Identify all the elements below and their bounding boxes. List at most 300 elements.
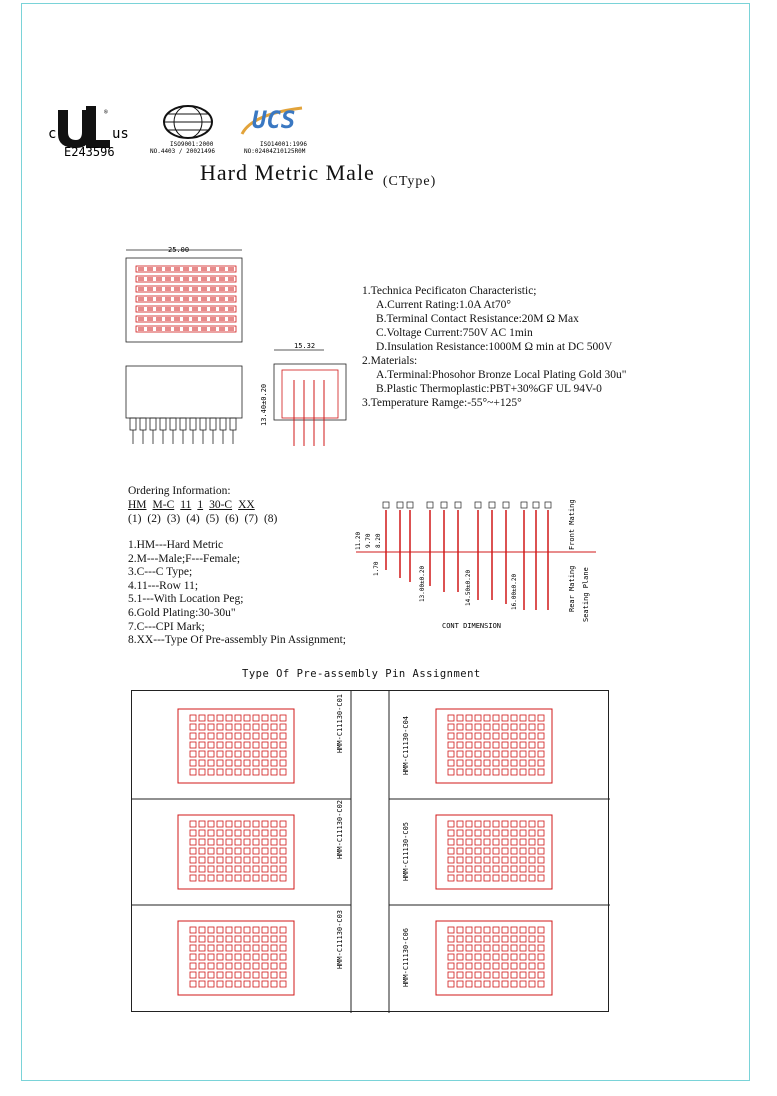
contact-cavity xyxy=(192,307,198,311)
contact-cavity xyxy=(174,287,180,291)
pin-cell xyxy=(199,742,205,748)
svg-text:®: ® xyxy=(104,109,108,116)
pin-cell xyxy=(253,769,259,775)
pin-cell xyxy=(529,972,535,978)
contact-cavity xyxy=(138,327,144,331)
pin-cell xyxy=(235,830,241,836)
pin-cell xyxy=(511,981,517,987)
pin-cell xyxy=(511,821,517,827)
pin-cell xyxy=(520,936,526,942)
spec-line: 2.Materials: xyxy=(362,355,418,367)
pin-cell xyxy=(520,875,526,881)
contact-cavity xyxy=(165,277,171,281)
pin-cell xyxy=(457,972,463,978)
pin-cell xyxy=(511,936,517,942)
pin-cell xyxy=(226,981,232,987)
pin-cell xyxy=(511,963,517,969)
pin-cell xyxy=(253,715,259,721)
svg-text:NO:02404Z10125R0M: NO:02404Z10125R0M xyxy=(244,148,306,155)
pin-cell xyxy=(457,724,463,730)
contact-cavity xyxy=(201,327,207,331)
pin-cell xyxy=(262,769,268,775)
pin-cell xyxy=(217,839,223,845)
svg-text:16.00±0.20: 16.00±0.20 xyxy=(511,573,518,610)
pin-cell xyxy=(244,857,250,863)
pin-cell xyxy=(457,857,463,863)
pin-cell xyxy=(466,760,472,766)
pin-cell xyxy=(217,866,223,872)
pin-cell xyxy=(493,742,499,748)
pin-cell xyxy=(466,972,472,978)
pin-cell xyxy=(457,963,463,969)
pin-cell xyxy=(484,760,490,766)
pin-cell xyxy=(538,857,544,863)
contact-cavity xyxy=(210,277,216,281)
pin-cell xyxy=(511,945,517,951)
pin-cell xyxy=(529,875,535,881)
pin-cell xyxy=(502,760,508,766)
pin-cell xyxy=(253,733,259,739)
pin-cell xyxy=(448,830,454,836)
pin-cell xyxy=(466,866,472,872)
contact-cavity xyxy=(219,317,225,321)
pin-cell xyxy=(217,769,223,775)
pin-cell xyxy=(271,875,277,881)
pin-cell xyxy=(253,963,259,969)
pin-cell xyxy=(457,866,463,872)
pin-cell xyxy=(217,742,223,748)
pin-cell xyxy=(280,963,286,969)
pin-cell xyxy=(484,769,490,775)
contact-cavity xyxy=(201,267,207,271)
certification-logos xyxy=(46,100,336,160)
pin-cell xyxy=(244,875,250,881)
contact-cavity xyxy=(219,287,225,291)
pin-cell xyxy=(226,760,232,766)
pin-cell xyxy=(538,954,544,960)
pin-cell xyxy=(253,875,259,881)
contact-cavity xyxy=(174,297,180,301)
pin-marker xyxy=(441,502,447,508)
pin-cell xyxy=(502,866,508,872)
contact-cavity xyxy=(228,287,234,291)
ordering-code: 11 xyxy=(180,499,192,511)
pin-cell xyxy=(208,769,214,775)
pin-cell xyxy=(475,733,481,739)
pin-cell xyxy=(529,927,535,933)
pin-cell xyxy=(226,927,232,933)
assignment-label: HMM-C11130-C02 xyxy=(336,799,344,859)
contact-cavity xyxy=(183,287,189,291)
pin-cell xyxy=(538,945,544,951)
pin-cell xyxy=(280,733,286,739)
pin-cell xyxy=(520,751,526,757)
pin-cell xyxy=(244,751,250,757)
pin-cell xyxy=(502,954,508,960)
pin-cell xyxy=(520,769,526,775)
pin-cell xyxy=(208,751,214,757)
pin-cell xyxy=(475,760,481,766)
pin-cell xyxy=(529,760,535,766)
pin xyxy=(180,418,186,430)
contact-cavity xyxy=(183,307,189,311)
contact-cavity xyxy=(210,287,216,291)
pin xyxy=(160,418,166,430)
pin-cell xyxy=(226,839,232,845)
pin-cell xyxy=(475,963,481,969)
pin-cell xyxy=(280,981,286,987)
pin-cell xyxy=(529,954,535,960)
pin-cell xyxy=(208,945,214,951)
pin-cell xyxy=(484,715,490,721)
pin-cell xyxy=(466,769,472,775)
pin-cell xyxy=(253,821,259,827)
pin-cell xyxy=(520,760,526,766)
pin-cell xyxy=(484,981,490,987)
definition-line: 1.HM---Hard Metric xyxy=(128,539,224,551)
pin xyxy=(140,418,146,430)
pin-cell xyxy=(262,848,268,854)
pin-cell xyxy=(502,927,508,933)
pin-cell xyxy=(190,963,196,969)
pin-cell xyxy=(538,751,544,757)
pin-cell xyxy=(520,866,526,872)
pin-cell xyxy=(244,830,250,836)
pin-cell xyxy=(511,875,517,881)
pin-cell xyxy=(208,927,214,933)
pin-cell xyxy=(199,715,205,721)
pin-cell xyxy=(448,866,454,872)
pin-cell xyxy=(475,857,481,863)
pin-cell xyxy=(484,751,490,757)
pin-marker xyxy=(427,502,433,508)
pin-cell xyxy=(457,945,463,951)
pin-cell xyxy=(529,715,535,721)
pin-cell xyxy=(493,733,499,739)
pin-cell xyxy=(502,742,508,748)
pin-cell xyxy=(538,839,544,845)
pin-cell xyxy=(244,954,250,960)
pin-cell xyxy=(466,857,472,863)
pin-cell xyxy=(448,972,454,978)
pin-cell xyxy=(199,821,205,827)
pin-cell xyxy=(280,830,286,836)
pin-cell xyxy=(208,857,214,863)
pin-cell xyxy=(244,769,250,775)
contact-cavity xyxy=(174,267,180,271)
pin-cell xyxy=(475,981,481,987)
pin-cell xyxy=(271,866,277,872)
pin-cell xyxy=(235,936,241,942)
pin-cell xyxy=(190,821,196,827)
pin-cell xyxy=(466,839,472,845)
pin-cell xyxy=(493,927,499,933)
pin-cell xyxy=(502,972,508,978)
spec-line: 1.Technica Pecificaton Characteristic; xyxy=(362,285,537,297)
pin-cell xyxy=(262,830,268,836)
pin-cell xyxy=(520,927,526,933)
pin xyxy=(210,418,216,430)
pin-cell xyxy=(484,963,490,969)
pin-cell xyxy=(538,733,544,739)
contact-cavity xyxy=(147,287,153,291)
pin-cell xyxy=(217,972,223,978)
pin-cell xyxy=(511,972,517,978)
pin-cell xyxy=(457,760,463,766)
pin-cell xyxy=(280,760,286,766)
pin-cell xyxy=(199,972,205,978)
pin-cell xyxy=(538,769,544,775)
svg-text:ISO9001:2000: ISO9001:2000 xyxy=(170,141,214,148)
pin-cell xyxy=(235,769,241,775)
pin-cell xyxy=(226,972,232,978)
pin-cell xyxy=(529,936,535,942)
contact-cavity xyxy=(201,287,207,291)
pin-cell xyxy=(217,715,223,721)
pin-cell xyxy=(262,724,268,730)
pin-cell xyxy=(475,848,481,854)
pin-cell xyxy=(235,963,241,969)
ordering-definitions xyxy=(128,538,346,647)
pin-cell xyxy=(271,839,277,845)
pin-cell xyxy=(190,875,196,881)
pin-cell xyxy=(529,839,535,845)
pin-cell xyxy=(208,848,214,854)
pin-cell xyxy=(235,733,241,739)
spec-line: 3.Temperature Ramge:-55°~+125° xyxy=(362,397,522,409)
spec-line: A.Terminal:Phosohor Bronze Local Plating Gold 30u" xyxy=(376,369,627,381)
svg-text:13.00±0.20: 13.00±0.20 xyxy=(419,565,426,602)
pin-cell xyxy=(208,715,214,721)
pin-cell xyxy=(538,821,544,827)
pin-cell xyxy=(217,830,223,836)
pin-cell xyxy=(484,839,490,845)
pin-cell xyxy=(502,848,508,854)
pin-cell xyxy=(484,875,490,881)
pin-cell xyxy=(493,848,499,854)
pin-cell xyxy=(457,954,463,960)
connector-drawings xyxy=(118,240,358,452)
pin-cell xyxy=(262,742,268,748)
pin-cell xyxy=(484,972,490,978)
pin-cell xyxy=(190,830,196,836)
pin-cell xyxy=(190,981,196,987)
pin-cell xyxy=(511,724,517,730)
pin-marker xyxy=(503,502,509,508)
pin-cell xyxy=(502,839,508,845)
pin-cell xyxy=(466,963,472,969)
pin-cell xyxy=(484,945,490,951)
pin-cell xyxy=(493,954,499,960)
pin-cell xyxy=(520,945,526,951)
pin-cell xyxy=(226,751,232,757)
contact-cavity xyxy=(147,297,153,301)
pin-cell xyxy=(466,981,472,987)
connector-outline xyxy=(436,921,552,995)
pin-cell xyxy=(493,875,499,881)
pin-cell xyxy=(199,963,205,969)
pin-cell xyxy=(448,857,454,863)
pin-cell xyxy=(235,760,241,766)
pin-cell xyxy=(271,830,277,836)
pin-cell xyxy=(244,733,250,739)
pin-cell xyxy=(244,963,250,969)
spec-list xyxy=(362,284,626,410)
pin-cell xyxy=(529,821,535,827)
pin-cell xyxy=(190,927,196,933)
pin-cell xyxy=(190,724,196,730)
pin-cell xyxy=(448,927,454,933)
pin-cell xyxy=(448,848,454,854)
pin-cell xyxy=(253,830,259,836)
pin-cell xyxy=(502,715,508,721)
page-title: Hard Metric Male $_{(CType)}$ xyxy=(200,160,437,189)
contact-cavity xyxy=(147,317,153,321)
pin-cell xyxy=(208,954,214,960)
pin-cell xyxy=(244,760,250,766)
pin-cell xyxy=(226,769,232,775)
pin-cell xyxy=(208,830,214,836)
pin-cell xyxy=(253,866,259,872)
page-subtitle: (CType) xyxy=(382,174,437,189)
pin-cell xyxy=(538,936,544,942)
pin-cell xyxy=(253,839,259,845)
pin-cell xyxy=(280,821,286,827)
pin-cell xyxy=(502,733,508,739)
pin-cell xyxy=(280,751,286,757)
pin-cell xyxy=(226,963,232,969)
pin-cell xyxy=(253,981,259,987)
pin-cell xyxy=(493,972,499,978)
pin-cell xyxy=(529,981,535,987)
pin-cell xyxy=(475,821,481,827)
pin-cell xyxy=(511,866,517,872)
pin-cell xyxy=(448,760,454,766)
pin-cell xyxy=(493,715,499,721)
pin-cell xyxy=(529,751,535,757)
pin-cell xyxy=(199,751,205,757)
pin-cell xyxy=(511,733,517,739)
connector-top-view xyxy=(126,246,242,342)
pin-cell xyxy=(226,857,232,863)
pin-cell xyxy=(520,839,526,845)
pin-cell xyxy=(511,751,517,757)
ordering-code: 30-C xyxy=(209,499,233,511)
pin-cell xyxy=(493,936,499,942)
pin-cell xyxy=(190,848,196,854)
pin-cell xyxy=(271,972,277,978)
contact-cavity xyxy=(183,277,189,281)
pin-cell xyxy=(208,875,214,881)
pin-cell xyxy=(457,936,463,942)
contact-cavity xyxy=(228,267,234,271)
pin-cell xyxy=(271,821,277,827)
pin-cell xyxy=(448,724,454,730)
pin-cell xyxy=(520,857,526,863)
contact-cavity xyxy=(201,307,207,311)
pin-cell xyxy=(235,972,241,978)
contact-cavity xyxy=(183,267,189,271)
contact-cavity xyxy=(183,297,189,301)
assignment-caption: Type Of Pre-assembly Pin Assignment xyxy=(242,668,481,680)
pin-cell xyxy=(475,715,481,721)
ucs-logo xyxy=(242,106,307,155)
ordering-codes xyxy=(128,498,346,512)
pin-cell xyxy=(253,751,259,757)
pin-assignment-svg xyxy=(132,691,610,1013)
pin-cell xyxy=(448,945,454,951)
pin-cell xyxy=(457,733,463,739)
pin-cell xyxy=(466,830,472,836)
pin-marker xyxy=(533,502,539,508)
pin-cell xyxy=(484,857,490,863)
pin-cell xyxy=(529,830,535,836)
contact-cavity xyxy=(228,307,234,311)
pin-cell xyxy=(448,954,454,960)
pin-cell xyxy=(538,724,544,730)
pin-cell xyxy=(271,857,277,863)
contact-cavity xyxy=(147,277,153,281)
pin-cell xyxy=(493,857,499,863)
pin-cell xyxy=(208,839,214,845)
contact-cavity xyxy=(183,317,189,321)
svg-text:E243596: E243596 xyxy=(64,145,115,159)
pin-cell xyxy=(244,866,250,872)
pin-cell xyxy=(208,742,214,748)
contact-cavity xyxy=(138,277,144,281)
pin-cell xyxy=(502,821,508,827)
definition-line: 6.Gold Plating:30-30u" xyxy=(128,606,236,619)
pin xyxy=(200,418,206,430)
pin-cell xyxy=(502,963,508,969)
pin-cell xyxy=(235,848,241,854)
pin-cell xyxy=(511,760,517,766)
pin-cell xyxy=(208,936,214,942)
pin-cell xyxy=(208,821,214,827)
ul-c-text: c xyxy=(48,126,57,142)
pin-marker xyxy=(489,502,495,508)
pin-cell xyxy=(280,715,286,721)
pin-cell xyxy=(502,981,508,987)
pin-cell xyxy=(235,839,241,845)
connector-outline xyxy=(436,709,552,783)
pin-cell xyxy=(244,936,250,942)
pin-cell xyxy=(448,742,454,748)
contact-cavity xyxy=(219,307,225,311)
pin-cell xyxy=(235,981,241,987)
contact-cavity xyxy=(165,307,171,311)
pin-cell xyxy=(190,866,196,872)
pin-cell xyxy=(226,936,232,942)
pin-cell xyxy=(466,751,472,757)
pin-cell xyxy=(253,724,259,730)
pin-cell xyxy=(475,954,481,960)
pin-cell xyxy=(475,751,481,757)
pin-cell xyxy=(529,963,535,969)
pin-marker xyxy=(455,502,461,508)
pin-cell xyxy=(217,981,223,987)
pin-cell xyxy=(199,724,205,730)
contact-cavity xyxy=(156,297,162,301)
pin-cell xyxy=(244,848,250,854)
definition-line: 7.C---CPI Mark; xyxy=(128,620,205,633)
pin-cell xyxy=(529,724,535,730)
pin-cell xyxy=(280,972,286,978)
pin-cell xyxy=(493,751,499,757)
pin-cell xyxy=(253,760,259,766)
pin-cell xyxy=(190,936,196,942)
pin-marker xyxy=(383,502,389,508)
